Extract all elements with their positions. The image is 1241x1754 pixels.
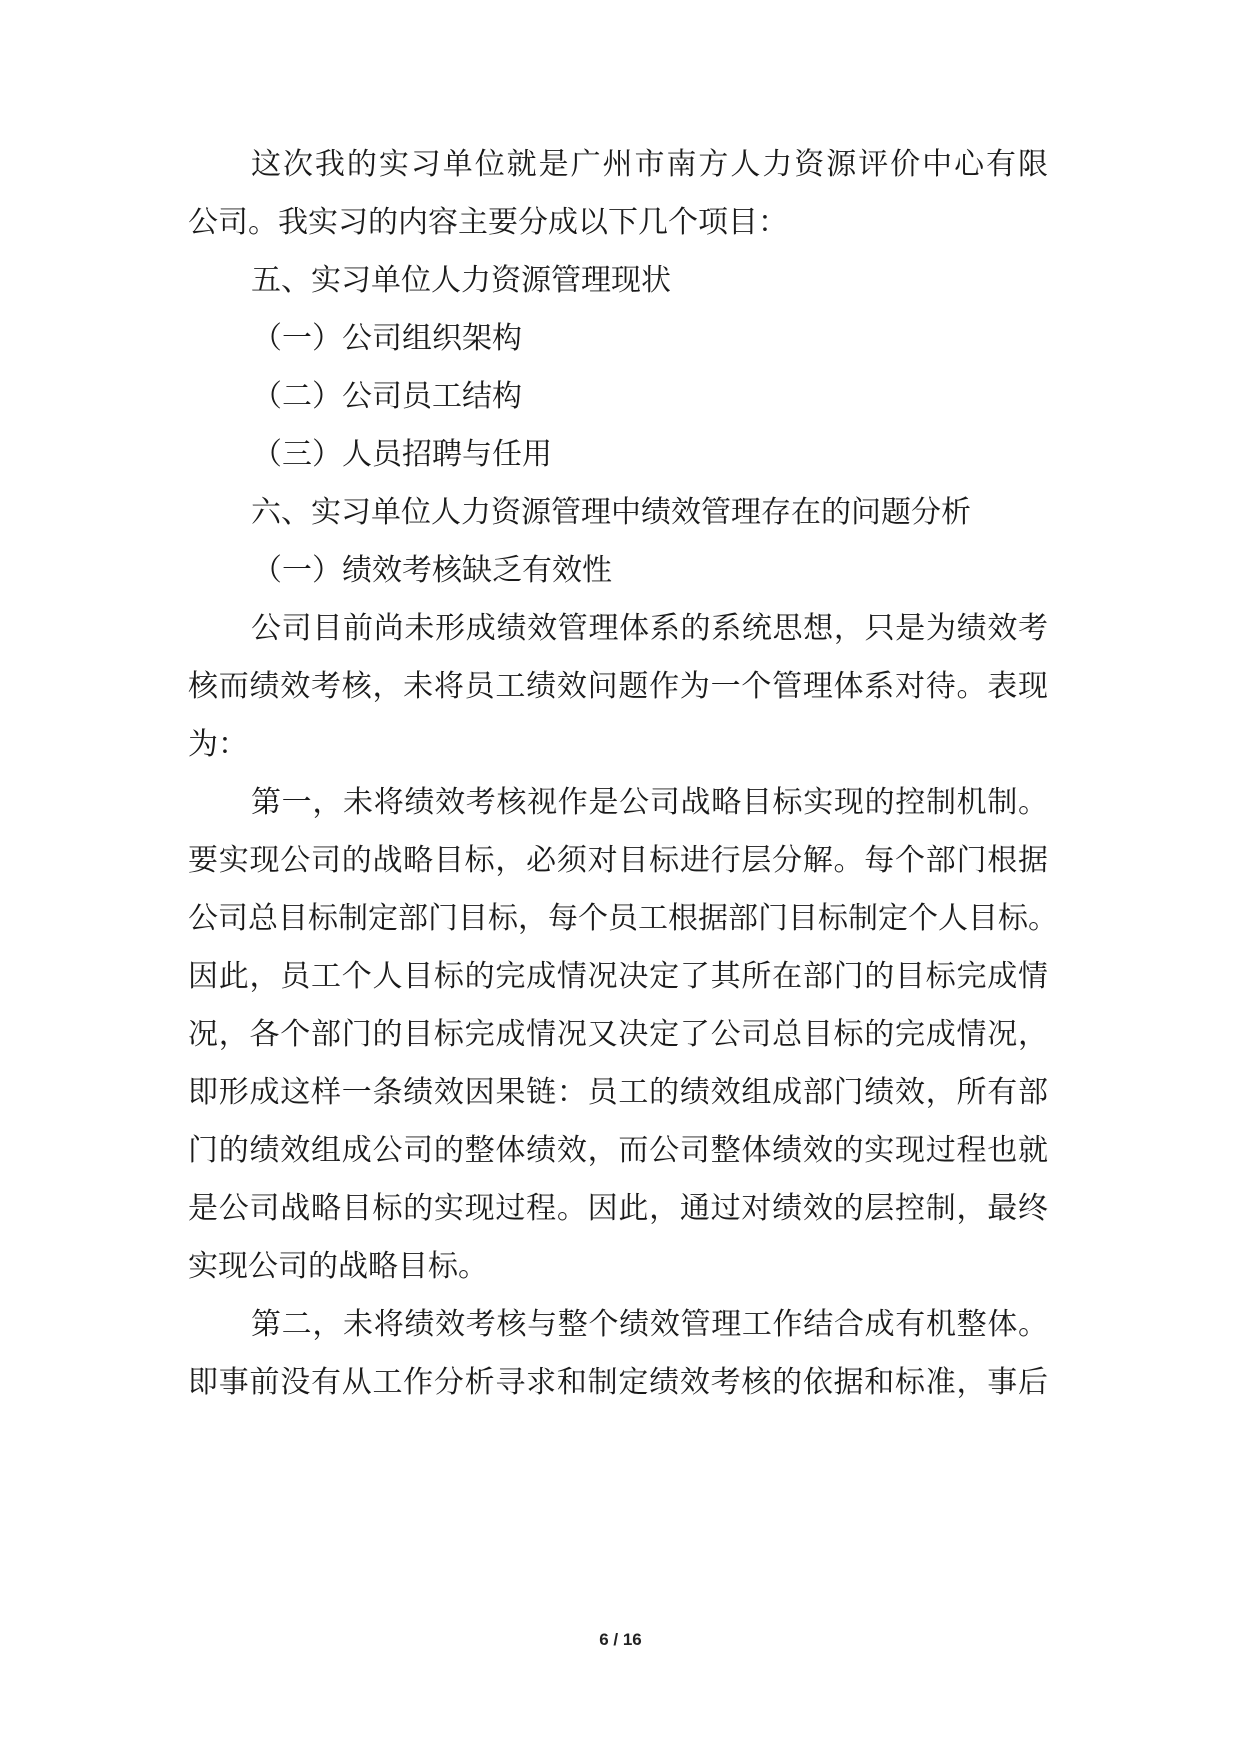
paragraph-intro-line-2: 公司。我实习的内容主要分成以下几个项目： bbox=[188, 205, 788, 240]
paragraph-1-line-2: 核而绩效考核，未将员工绩效问题作为一个管理体系对待。表现 bbox=[188, 669, 1048, 704]
paragraph-3-line-1: 第二，未将绩效考核与整个绩效管理工作结合成有机整体。 bbox=[251, 1307, 1048, 1342]
subheading-5-2: （二）公司员工结构 bbox=[252, 379, 522, 414]
paragraph-2-line-7: 门的绩效组成公司的整体绩效，而公司整体绩效的实现过程也就 bbox=[188, 1133, 1048, 1168]
paragraph-2-line-5: 况，各个部门的目标完成情况又决定了公司总目标的完成情况， bbox=[188, 1017, 1048, 1052]
paragraph-1-line-3: 为： bbox=[188, 727, 248, 762]
paragraph-2-line-8: 是公司战略目标的实现过程。因此，通过对绩效的层控制，最终 bbox=[188, 1191, 1048, 1226]
paragraph-1-line-1: 公司目前尚未形成绩效管理体系的系统思想，只是为绩效考 bbox=[251, 611, 1048, 646]
subheading-5-3: （三）人员招聘与任用 bbox=[252, 437, 552, 472]
paragraph-intro-line-1: 这次我的实习单位就是广州市南方人力资源评价中心有限 bbox=[251, 147, 1048, 182]
section-heading-6: 六、实习单位人力资源管理中绩效管理存在的问题分析 bbox=[251, 495, 971, 530]
paragraph-2-line-9: 实现公司的战略目标。 bbox=[188, 1249, 488, 1284]
subheading-6-1: （一）绩效考核缺乏有效性 bbox=[252, 553, 612, 588]
page-number: 6 / 16 bbox=[599, 1630, 642, 1649]
paragraph-3-line-2: 即事前没有从工作分析寻求和制定绩效考核的依据和标准，事后 bbox=[188, 1365, 1048, 1400]
paragraph-2-line-3: 公司总目标制定部门目标，每个员工根据部门目标制定个人目标。 bbox=[188, 901, 1058, 936]
paragraph-2-line-6: 即形成这样一条绩效因果链：员工的绩效组成部门绩效，所有部 bbox=[188, 1075, 1048, 1110]
paragraph-2-line-2: 要实现公司的战略目标，必须对目标进行层分解。每个部门根据 bbox=[188, 843, 1048, 878]
section-heading-5: 五、实习单位人力资源管理现状 bbox=[251, 263, 671, 298]
paragraph-2-line-1: 第一，未将绩效考核视作是公司战略目标实现的控制机制。 bbox=[251, 785, 1048, 820]
subheading-5-1: （一）公司组织架构 bbox=[252, 321, 522, 356]
paragraph-2-line-4: 因此，员工个人目标的完成情况决定了其所在部门的目标完成情 bbox=[188, 959, 1048, 994]
